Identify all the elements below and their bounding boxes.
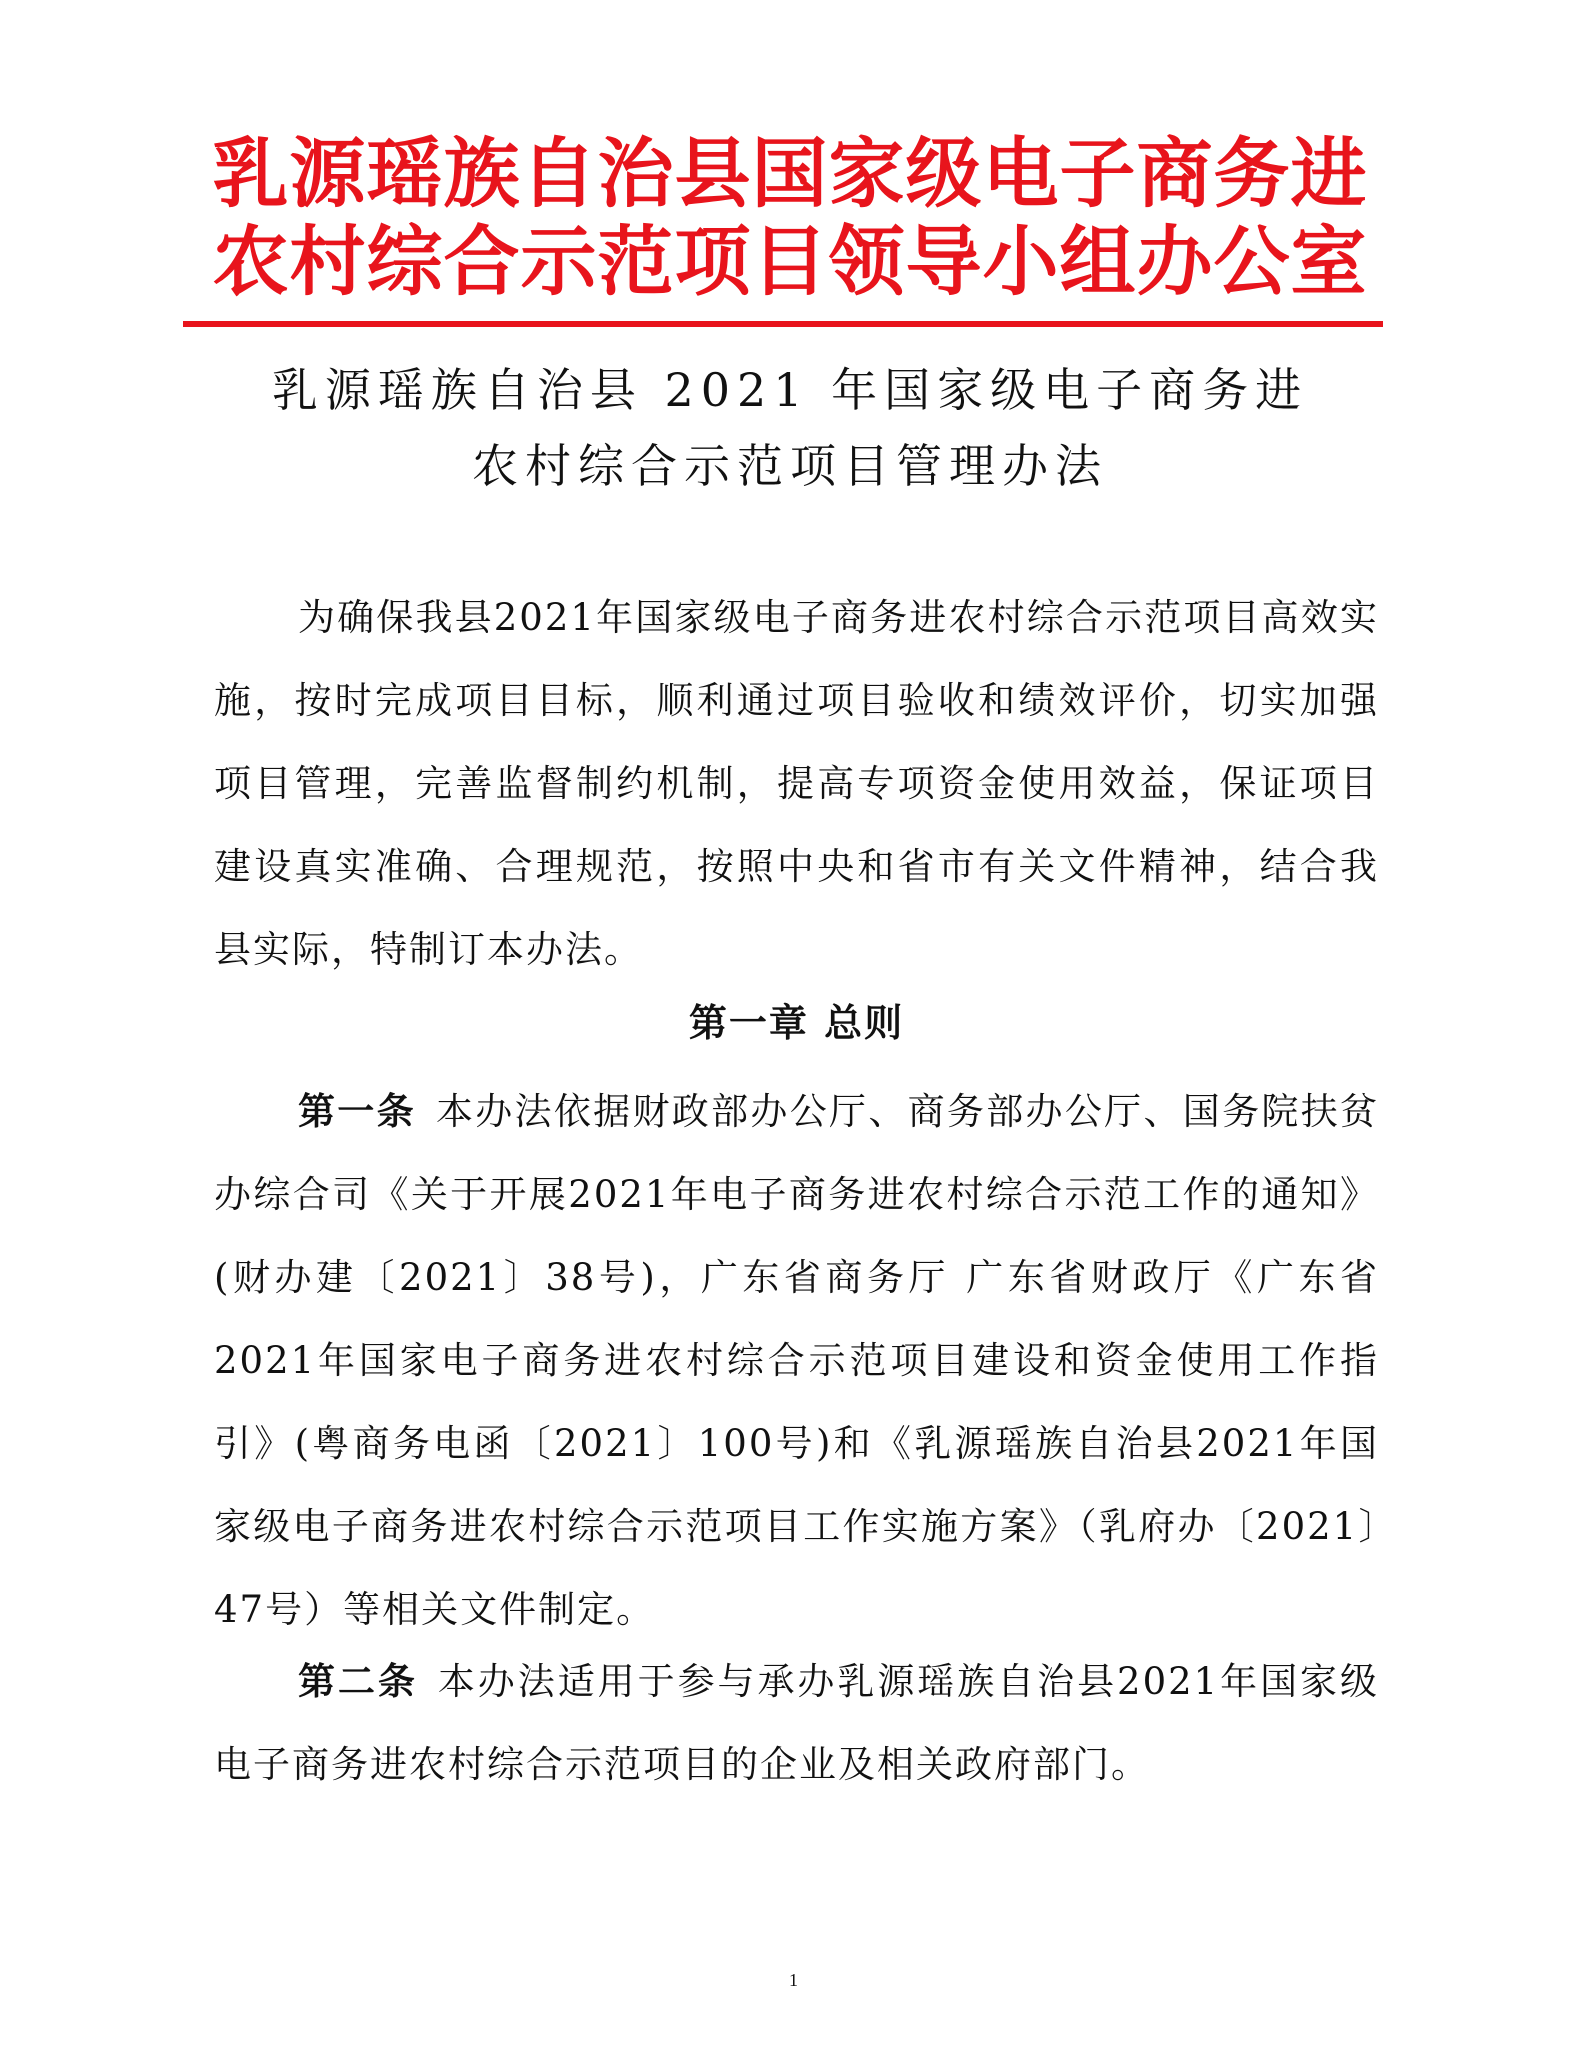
letterhead-line-1: 乳源瑶族自治县国家级电子商务进: [212, 129, 1368, 218]
document-title: [120, 352, 1460, 504]
article-1-paragraph: [214, 1070, 1379, 1651]
red-divider-line: [183, 321, 1383, 327]
chapter-heading: 第一章 总则: [688, 1001, 905, 1045]
intro-paragraph: 为确保我县2021年国家级电子商务进农村综合示范项目高效实施，按时完成项目目标，顺利通过项目验收和绩效评价，切实加强项目管理，完善监督制约机制，提高专项资金使用效益，保证项目建设真实准确、合理规范，按照中央和省市有关文件精神，结合我县实际，特制订本办法。: [214, 596, 1379, 971]
article-1-text: 本办法依据财政部办公厅、商务部办公厅、国务院扶贫办综合司《关于开展2021年电子商务进农村综合示范工作的通知》(财办建〔2021〕38号)，广东省商务厅 广东省财政厅《广东省2021年国家电子商务进农村综合示范项目建设和资金使用工作指引》(粤商务电函〔2021〕100号)和《乳源瑶族自治县2021年国家级电子商务进农村综合示范项目工作实施方案》（乳府办〔2021〕47号）等相关文件制定。: [214, 1090, 1380, 1631]
document-title-line-2: 农村综合示范项目管理办法: [472, 439, 1108, 493]
article-2-label: 第二条: [298, 1660, 418, 1703]
article-1-label: 第一条: [298, 1090, 416, 1133]
letterhead-line-2: 农村综合示范项目领导小组办公室: [212, 217, 1368, 306]
document-title-line-1: 乳源瑶族自治县 2021 年国家级电子商务进: [271, 363, 1309, 417]
article-2-paragraph: [214, 1640, 1379, 1806]
page-number: 1: [789, 1970, 798, 1990]
article-2-text: 本办法适用于参与承办乳源瑶族自治县2021年国家级电子商务进农村综合示范项目的企业及相关政府部门。: [214, 1660, 1379, 1786]
red-letterhead: [120, 130, 1460, 306]
